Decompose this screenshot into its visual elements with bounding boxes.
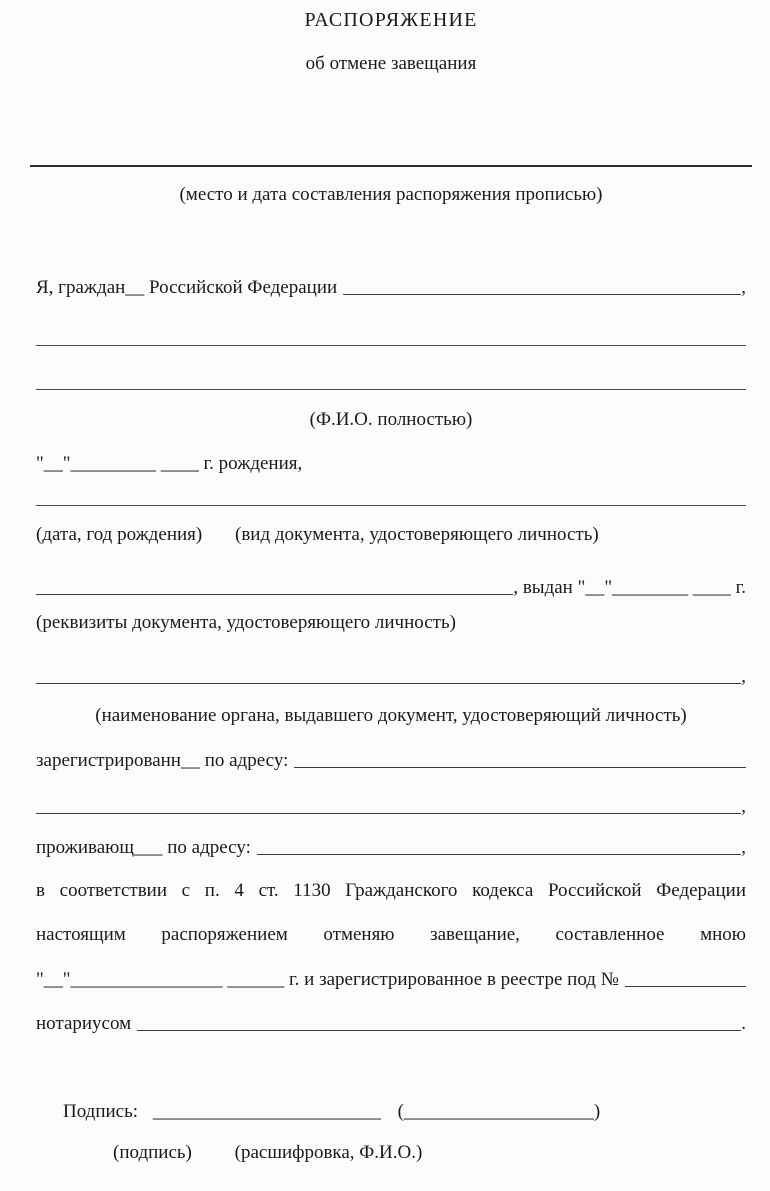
- signature-captions-row: [113, 1142, 746, 1164]
- citizen-row: [36, 277, 746, 299]
- fio-caption: (Ф.И.О. полностью): [309, 409, 473, 430]
- authority-blank-field: [36, 683, 741, 684]
- registered-label: зарегистрированн__ по адресу:: [36, 750, 289, 771]
- residing-comma: ,: [741, 837, 746, 858]
- registered-comma: ,: [741, 796, 746, 817]
- authority-comma: ,: [741, 666, 746, 687]
- signature-name-caption: (расшифровка, Ф.И.О.): [234, 1142, 423, 1163]
- birth-caption: (дата, год рождения): [36, 524, 203, 545]
- signature-blank-field: ________________________: [152, 1101, 381, 1122]
- authority-blank-row: [36, 666, 746, 688]
- place-date-caption: (место и дата составления распоряжения прописью): [179, 184, 603, 205]
- registered-address-blank-field: [294, 767, 746, 768]
- document-subtitle: об отмене завещания: [305, 53, 477, 74]
- notary-row: [36, 1013, 746, 1035]
- registry-label: "__"________________ ______ г. и зарегистрированное в реестре под №: [36, 969, 619, 990]
- registry-row: [36, 969, 746, 991]
- issued-label: , выдан "__"________ ____ г.: [513, 577, 746, 598]
- signature-caption: (подпись): [113, 1142, 192, 1163]
- place-date-blank-line: [30, 165, 752, 167]
- doc-details-blank-field: [36, 594, 513, 595]
- residing-address-blank-field: [257, 854, 741, 855]
- document-title: РАСПОРЯЖЕНИЕ: [304, 9, 478, 31]
- signature-label: Подпись:: [63, 1101, 139, 1122]
- registry-number-blank-field: [625, 986, 746, 987]
- registered-blank-row: [36, 796, 746, 818]
- fio-blank-line-2: [36, 389, 746, 390]
- notary-period: .: [741, 1013, 746, 1034]
- signature-name-blank-field: (____________________): [397, 1101, 601, 1122]
- law-statement-line-1: в соответствии с п. 4 ст. 1130 Гражданского кодекса Российской Федерации: [36, 880, 746, 901]
- notary-label: нотариусом: [36, 1013, 132, 1034]
- citizen-comma: ,: [741, 277, 746, 298]
- residing-row: [36, 837, 746, 859]
- doc-details-caption: (реквизиты документа, удостоверяющего личность): [36, 612, 456, 633]
- authority-caption: (наименование органа, выдавшего документ, удостоверяющий личность): [95, 705, 687, 726]
- birth-date-row: "__"_________ ____ г. рождения,: [36, 453, 303, 474]
- doc-type-caption: (вид документа, удостоверяющего личность): [235, 524, 599, 545]
- signature-row: [63, 1101, 746, 1123]
- citizen-name-blank-field: [343, 294, 741, 295]
- identity-doc-blank-line: [36, 505, 746, 506]
- citizen-label: Я, граждан__ Российской Федерации: [36, 277, 338, 298]
- fio-blank-line-1: [36, 345, 746, 346]
- issued-row: [36, 577, 746, 599]
- registered-row: [36, 750, 746, 772]
- registered-address-blank-field-2: [36, 813, 741, 814]
- notary-name-blank-field: [137, 1030, 741, 1031]
- law-statement-line-2: настоящим распоряжением отменяю завещание, составленное мною: [36, 924, 746, 945]
- residing-label: проживающ___ по адресу:: [36, 837, 251, 858]
- birth-doc-captions-row: [36, 524, 746, 546]
